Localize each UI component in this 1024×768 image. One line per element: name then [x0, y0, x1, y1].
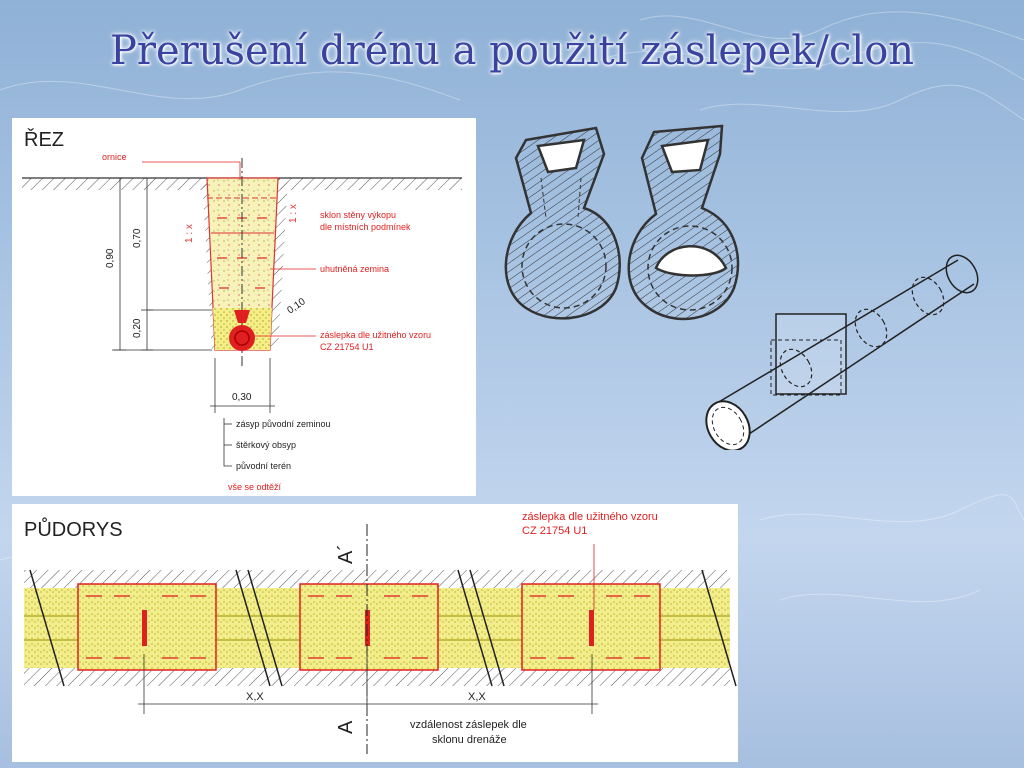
- label-slope-2: dle místních podmínek: [320, 222, 411, 232]
- legend-gravel: štěrkový obsyp: [236, 440, 297, 450]
- slide-title: Přerušení drénu a použití záslepek/clon: [109, 28, 915, 74]
- plan-plug-label-2: CZ 21754 U1: [522, 525, 588, 537]
- plug-shape-closed: [506, 128, 620, 318]
- note-excavated: vše se odtěží: [228, 482, 282, 492]
- plan-note-1: vzdálenost záslepek dle: [410, 719, 527, 731]
- label-slope-1: sklon stěny výkopu: [320, 210, 397, 220]
- dim-070: 0,70: [132, 228, 143, 248]
- plug-marker-3: [589, 610, 594, 646]
- plan-trench-segment: [78, 584, 216, 670]
- plan-note-2: sklonu drenáže: [432, 734, 507, 746]
- label-plug-2: CZ 21754 U1: [320, 342, 374, 352]
- plan-trench-segment: [522, 584, 660, 670]
- plug-sketch-panel: [496, 118, 990, 450]
- legend-backfill: zásyp původní zeminou: [236, 419, 331, 429]
- slope-label-right: 1 : x: [288, 204, 299, 223]
- dim-090: 0,90: [105, 248, 116, 268]
- label-ornice: ornice: [102, 152, 127, 162]
- plan-heading: PŮDORYS: [24, 519, 123, 541]
- section-label-top: A´: [335, 544, 357, 564]
- label-compacted: uhutněná zemina: [320, 264, 390, 274]
- ground-hatch-left: [22, 178, 207, 190]
- ground-hatch-right: [277, 178, 462, 190]
- pipe-with-plug-sketch: [698, 250, 984, 450]
- legend-terrain: původní terén: [236, 461, 292, 471]
- plug-sketch-drawing: [496, 118, 990, 450]
- plug-marker-1: [142, 610, 147, 646]
- plan-view-drawing: [12, 504, 738, 762]
- cross-section-panel: [12, 118, 476, 496]
- section-label-bottom: A: [335, 720, 357, 734]
- plan-view-panel: [12, 504, 738, 762]
- dim-030: 0,30: [232, 392, 252, 403]
- dim-020: 0,20: [132, 318, 143, 338]
- cross-section-drawing: [12, 118, 476, 496]
- cross-section-heading: ŘEZ: [24, 129, 64, 151]
- dim-010: 0,10: [285, 296, 308, 317]
- slope-label-left: 1 : x: [184, 224, 195, 243]
- plan-plug-label-1: záslepka dle užitného vzoru: [522, 511, 658, 523]
- dim-xx-right: X,X: [468, 691, 486, 703]
- plan-trench-segment: [300, 584, 438, 670]
- plug-shape-open: [629, 126, 738, 319]
- dim-xx-left: X,X: [246, 691, 264, 703]
- label-plug-1: záslepka dle užitného vzoru: [320, 330, 432, 340]
